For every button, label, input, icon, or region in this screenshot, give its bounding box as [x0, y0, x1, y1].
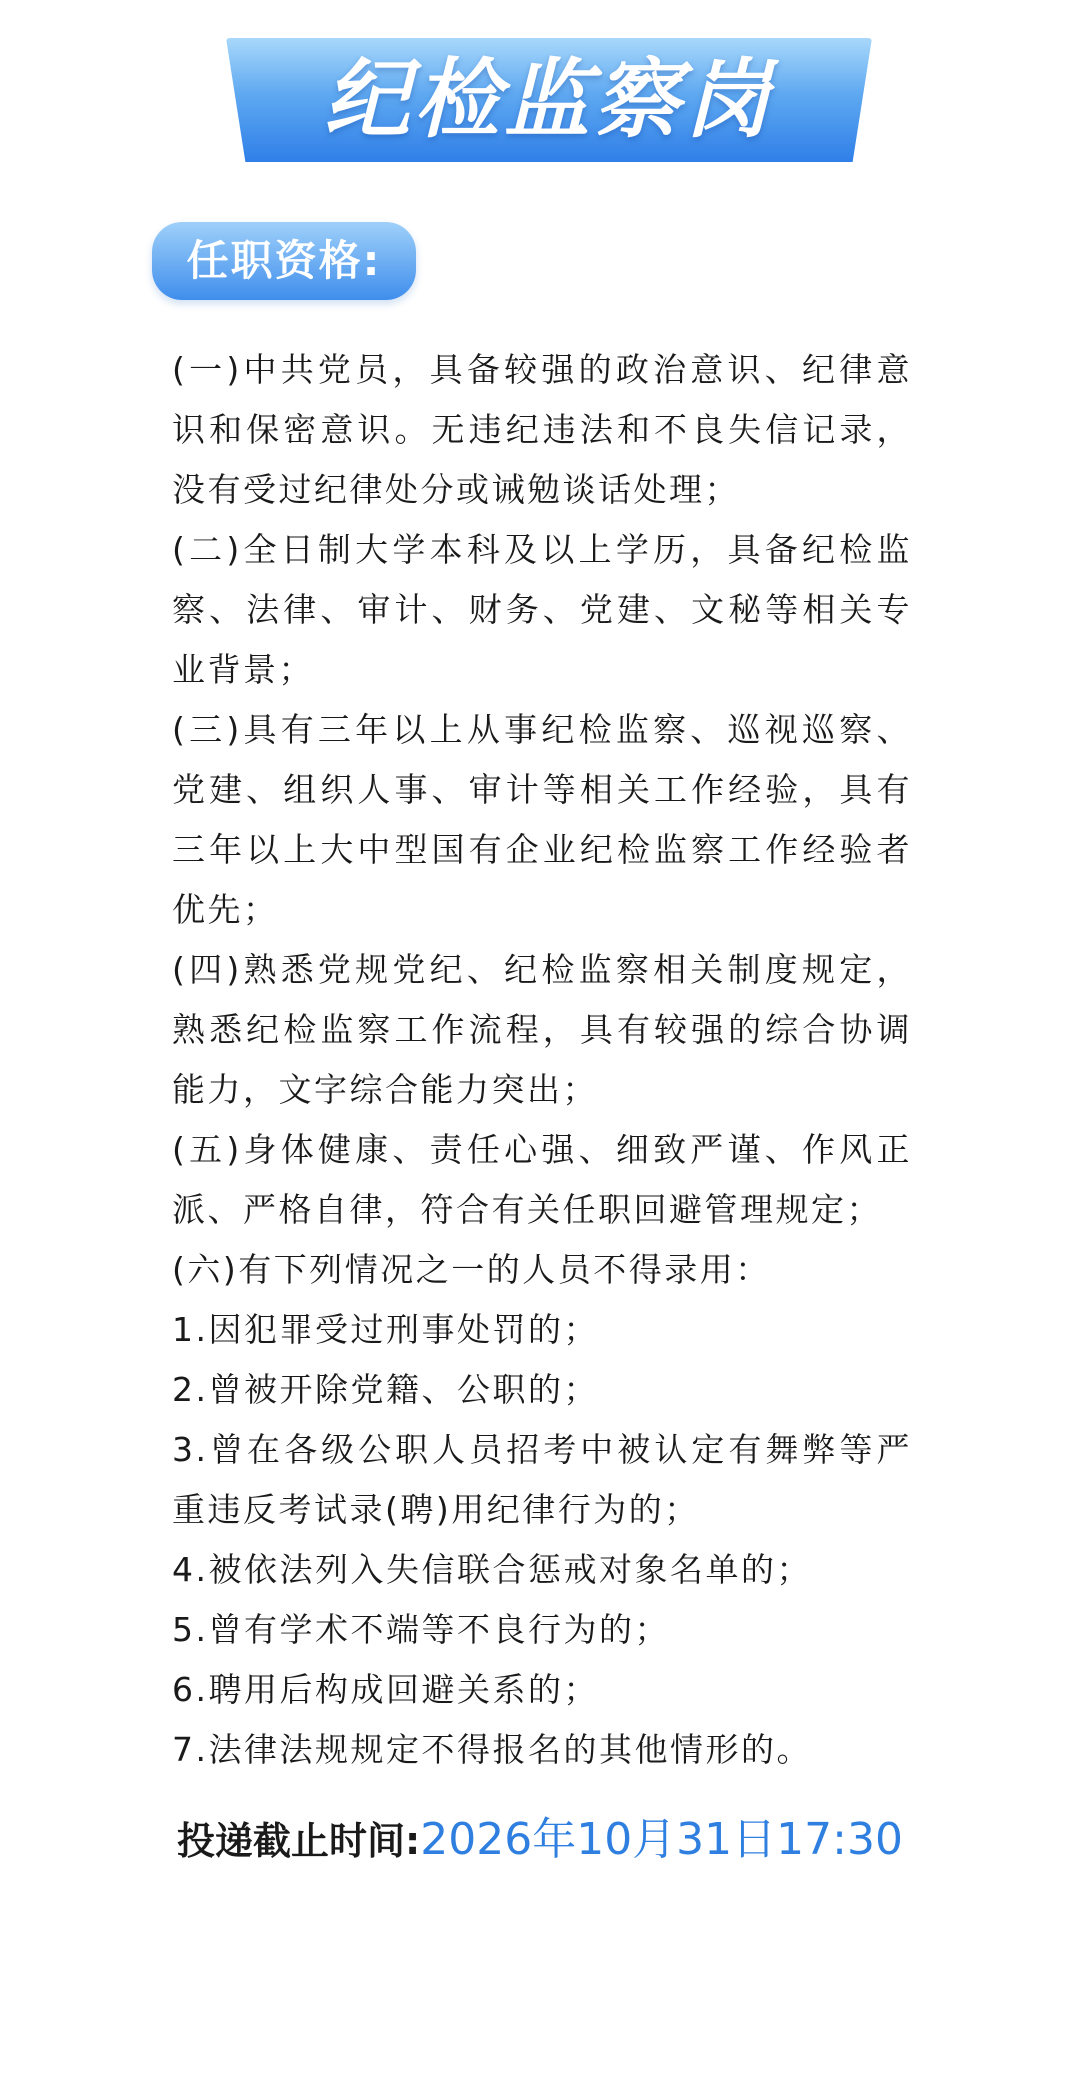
requirement-item: (四)熟悉党规党纪、纪检监察相关制度规定，熟悉纪检监察工作流程，具有较强的综合协调能力，文字综合能力突出； — [172, 950, 912, 1109]
exclusion-item: 2.曾被开除党籍、公职的； — [172, 1370, 599, 1409]
deadline-label: 投递截止时间: — [177, 1819, 421, 1863]
requirement-item: (二)全日制大学本科及以上学历，具备纪检监察、法律、审计、财务、党建、文秘等相关专业背景； — [172, 530, 912, 689]
deadline — [0, 1810, 1080, 1871]
section-badge-qualifications: 任职资格: — [152, 222, 416, 300]
exclusion-item: 7.法律法规规定不得报名的其他情形的。 — [172, 1730, 812, 1769]
requirement-item: (六)有下列情况之一的人员不得录用： — [172, 1250, 771, 1289]
requirement-item: (三)具有三年以上从事纪检监察、巡视巡察、党建、组织人事、审计等相关工作经验，具有三年以上大中型国有企业纪检监察工作经验者优先； — [172, 710, 912, 929]
page-title: 纪检监察岗 — [324, 50, 774, 150]
exclusion-item: 3.曾在各级公职人员招考中被认定有舞弊等严重违反考试录(聘)用纪律行为的； — [172, 1430, 912, 1529]
exclusion-item: 4.被依法列入失信联合惩戒对象名单的； — [172, 1550, 812, 1589]
exclusion-item: 5.曾有学术不端等不良行为的； — [172, 1610, 670, 1649]
exclusion-item: 1.因犯罪受过刑事处罚的； — [172, 1310, 599, 1349]
requirement-item: (五)身体健康、责任心强、细致严谨、作风正派、严格自律，符合有关任职回避管理规定； — [172, 1130, 912, 1229]
deadline-value: 2026年10月31日17:30 — [420, 1814, 903, 1865]
requirements-list — [172, 340, 912, 1780]
exclusion-item: 6.聘用后构成回避关系的； — [172, 1670, 599, 1709]
requirement-item: (一)中共党员，具备较强的政治意识、纪律意识和保密意识。无违纪违法和不良失信记录，没有受过纪律处分或诫勉谈话处理； — [172, 350, 912, 509]
